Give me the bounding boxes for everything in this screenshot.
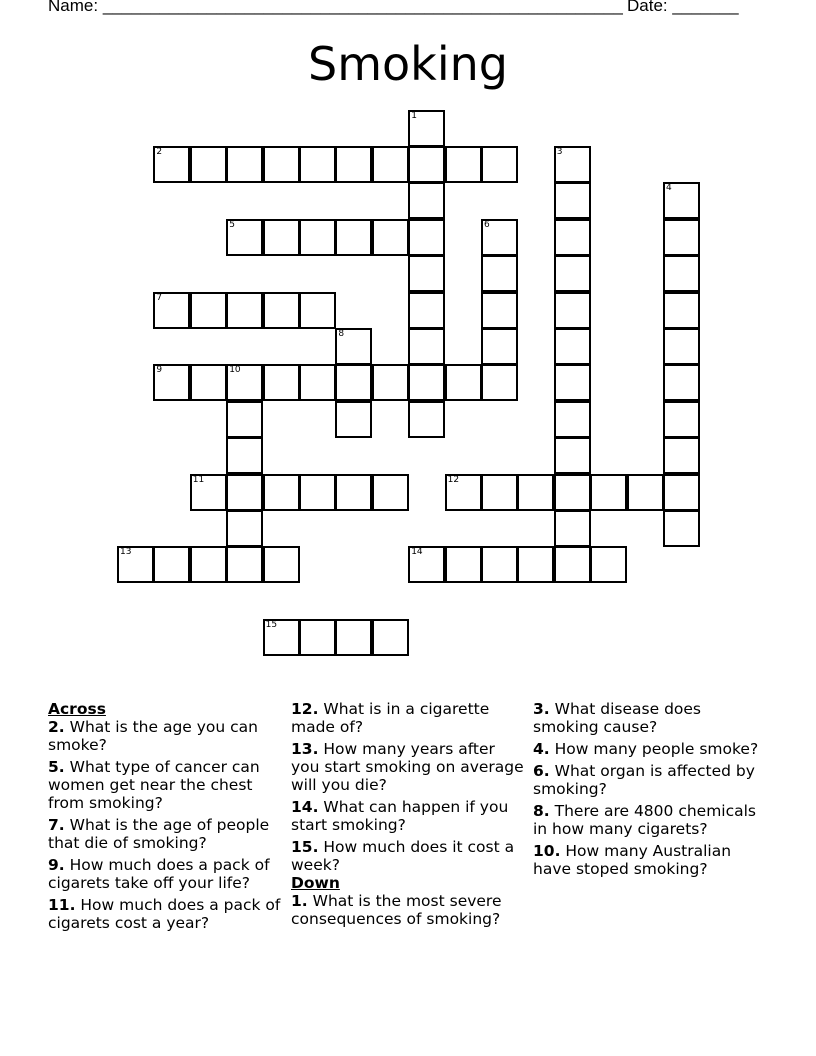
clue-text: How many years after you start smoking on average will you die? xyxy=(291,740,524,794)
clue-number: 9. xyxy=(48,856,65,874)
down-heading: Down xyxy=(291,874,340,892)
grid-cell[interactable] xyxy=(226,146,263,183)
clue-number: 15. xyxy=(291,838,319,856)
grid-cell[interactable] xyxy=(554,546,591,583)
grid-cell[interactable] xyxy=(299,619,336,656)
grid-cell[interactable] xyxy=(226,292,263,329)
grid-cell[interactable] xyxy=(263,546,300,583)
grid-cell[interactable] xyxy=(372,146,409,183)
grid-cell[interactable] xyxy=(263,364,300,401)
clue-text: How many people smoke? xyxy=(554,740,759,758)
grid-cell[interactable] xyxy=(226,474,263,511)
cell-number: 11 xyxy=(192,474,205,485)
clue-column-1 xyxy=(48,700,284,936)
grid-cell[interactable] xyxy=(554,255,591,292)
clue-down-1 xyxy=(291,892,527,928)
grid-cell[interactable] xyxy=(408,364,445,401)
clue-text: What is the most severe consequences of smoking? xyxy=(291,892,502,928)
clue-across-14 xyxy=(291,798,527,834)
grid-cell[interactable] xyxy=(481,546,518,583)
grid-cell[interactable] xyxy=(554,328,591,365)
grid-cell[interactable] xyxy=(299,219,336,256)
grid-cell[interactable] xyxy=(554,510,591,547)
grid-cell[interactable] xyxy=(554,146,591,183)
cell-number: 1 xyxy=(411,110,417,121)
grid-cell[interactable] xyxy=(481,292,518,329)
grid-cell[interactable] xyxy=(226,364,263,401)
grid-cell[interactable] xyxy=(663,255,700,292)
clue-across-11 xyxy=(48,896,284,932)
grid-cell[interactable] xyxy=(663,292,700,329)
grid-cell[interactable] xyxy=(335,401,372,438)
grid-cell[interactable] xyxy=(226,401,263,438)
clue-column-3 xyxy=(533,700,769,882)
clue-number: 5. xyxy=(48,758,65,776)
clue-number: 12. xyxy=(291,700,319,718)
grid-cell[interactable] xyxy=(481,255,518,292)
grid-cell[interactable] xyxy=(299,292,336,329)
cell-number: 5 xyxy=(229,219,235,230)
across-heading: Across xyxy=(48,700,106,718)
clue-across-9 xyxy=(48,856,284,892)
grid-cell[interactable] xyxy=(554,182,591,219)
cell-number: 12 xyxy=(447,474,460,485)
grid-cell[interactable] xyxy=(481,328,518,365)
clue-text: How much does a pack of cigarets cost a year? xyxy=(48,896,281,932)
grid-cell[interactable] xyxy=(335,474,372,511)
grid-cell[interactable] xyxy=(335,619,372,656)
grid-cell[interactable] xyxy=(663,328,700,365)
grid-cell[interactable] xyxy=(335,146,372,183)
grid-cell[interactable] xyxy=(554,219,591,256)
cell-number: 2 xyxy=(156,147,163,157)
grid-cell[interactable] xyxy=(190,292,227,329)
clue-across-13 xyxy=(291,740,527,794)
grid-cell[interactable] xyxy=(263,619,300,656)
grid-cell[interactable] xyxy=(481,364,518,401)
clue-across-12 xyxy=(291,700,527,736)
grid-cell[interactable] xyxy=(190,546,227,583)
clue-across-7 xyxy=(48,816,284,852)
grid-cell[interactable] xyxy=(408,182,445,219)
clue-text: There are 4800 chemicals in how many cigarets? xyxy=(533,802,757,838)
grid-cell[interactable] xyxy=(408,292,445,329)
grid-cell[interactable] xyxy=(153,364,190,401)
grid-cell[interactable] xyxy=(263,474,300,511)
clue-across-5 xyxy=(48,758,284,812)
grid-cell[interactable] xyxy=(153,546,190,583)
grid-cell[interactable] xyxy=(263,146,300,183)
grid-cell[interactable] xyxy=(590,474,627,511)
grid-cell[interactable] xyxy=(445,546,482,583)
grid-cell[interactable] xyxy=(445,364,482,401)
grid-cell[interactable] xyxy=(263,219,300,256)
clue-text: What disease does smoking cause? xyxy=(533,700,702,736)
grid-cell[interactable] xyxy=(663,182,700,219)
grid-cell[interactable] xyxy=(445,474,482,511)
grid-cell[interactable] xyxy=(226,510,263,547)
grid-cell[interactable] xyxy=(663,219,700,256)
cell-number: 7 xyxy=(156,292,163,303)
grid-cell[interactable] xyxy=(554,292,591,329)
cell-number: 8 xyxy=(338,329,345,339)
grid-cell[interactable] xyxy=(627,474,664,511)
grid-cell[interactable] xyxy=(408,219,445,256)
clue-number: 2. xyxy=(48,718,65,736)
clue-text: What organ is affected by smoking? xyxy=(533,762,755,798)
clue-down-4 xyxy=(533,740,769,758)
clue-down-8 xyxy=(533,802,769,838)
grid-cell[interactable] xyxy=(554,401,591,438)
grid-cell[interactable] xyxy=(299,364,336,401)
grid-cell[interactable] xyxy=(481,474,518,511)
grid-cell[interactable] xyxy=(117,546,154,583)
name-line[interactable]: _______________________________________________________ xyxy=(102,0,623,15)
grid-cell[interactable] xyxy=(554,437,591,474)
clue-number: 4. xyxy=(533,740,550,758)
grid-cell[interactable] xyxy=(408,401,445,438)
grid-cell[interactable] xyxy=(190,474,227,511)
clue-text: What type of cancer can women get near the chest from smoking? xyxy=(48,758,260,812)
clue-number: 3. xyxy=(533,700,550,718)
clue-down-10 xyxy=(533,842,769,878)
cell-number: 13 xyxy=(120,547,132,558)
grid-cell[interactable] xyxy=(517,474,554,511)
cell-number: 6 xyxy=(484,219,490,230)
clue-number: 10. xyxy=(533,842,561,860)
grid-cell[interactable] xyxy=(372,364,409,401)
grid-cell[interactable] xyxy=(190,364,227,401)
clue-number: 13. xyxy=(291,740,319,758)
grid-cell[interactable] xyxy=(663,364,700,401)
grid-cell[interactable] xyxy=(335,328,372,365)
clue-number: 7. xyxy=(48,816,65,834)
grid-cell[interactable] xyxy=(263,292,300,329)
cell-number: 14 xyxy=(411,547,423,558)
cell-number: 9 xyxy=(156,365,163,376)
clue-text: What is the age of people that die of smoking? xyxy=(48,816,270,852)
grid-cell[interactable] xyxy=(372,619,409,656)
page-title: Smoking xyxy=(308,37,508,91)
cell-number: 4 xyxy=(666,183,672,194)
clue-text: What can happen if you start smoking? xyxy=(291,798,509,834)
grid-cell[interactable] xyxy=(554,364,591,401)
clue-number: 1. xyxy=(291,892,308,910)
clue-column-2 xyxy=(291,700,527,932)
clue-down-3 xyxy=(533,700,769,736)
clue-number: 8. xyxy=(533,802,550,820)
grid-cell[interactable] xyxy=(299,474,336,511)
clue-number: 11. xyxy=(48,896,76,914)
date-line[interactable]: _______ xyxy=(672,0,739,15)
grid-cell[interactable] xyxy=(335,219,372,256)
clue-number: 6. xyxy=(533,762,550,780)
grid-cell[interactable] xyxy=(299,146,336,183)
grid-cell[interactable] xyxy=(663,474,700,511)
grid-cell[interactable] xyxy=(226,546,263,583)
date-label: Date: xyxy=(627,0,668,15)
grid-cell[interactable] xyxy=(590,546,627,583)
clue-text: How many Australian have stoped smoking? xyxy=(533,842,732,878)
grid-cell[interactable] xyxy=(408,146,445,183)
grid-cell[interactable] xyxy=(663,510,700,547)
clue-text: What is in a cigarette made of? xyxy=(291,700,490,736)
grid-cell[interactable] xyxy=(153,146,190,183)
grid-cell[interactable] xyxy=(372,219,409,256)
grid-cell[interactable] xyxy=(554,474,591,511)
grid-cell[interactable] xyxy=(481,219,518,256)
grid-cell[interactable] xyxy=(226,437,263,474)
grid-cell[interactable] xyxy=(408,328,445,365)
grid-cell[interactable] xyxy=(663,401,700,438)
grid-cell[interactable] xyxy=(226,219,263,256)
clue-text: How much does a pack of cigarets take off your life? xyxy=(48,856,270,892)
grid-cell[interactable] xyxy=(481,146,518,183)
name-label: Name: xyxy=(48,0,99,15)
grid-cell[interactable] xyxy=(445,146,482,183)
clue-across-2 xyxy=(48,718,284,754)
grid-cell[interactable] xyxy=(517,546,554,583)
clue-number: 14. xyxy=(291,798,319,816)
grid-cell[interactable] xyxy=(408,255,445,292)
clue-text: What is the age you can smoke? xyxy=(48,718,259,754)
grid-cell[interactable] xyxy=(335,364,372,401)
clue-across-15 xyxy=(291,838,527,874)
clue-down-6 xyxy=(533,762,769,798)
cell-number: 15 xyxy=(265,620,278,631)
grid-cell[interactable] xyxy=(408,110,445,147)
cell-number: 3 xyxy=(556,147,563,157)
grid-cell[interactable] xyxy=(372,474,409,511)
grid-cell[interactable] xyxy=(408,546,445,583)
cell-number: 10 xyxy=(229,365,241,376)
grid-cell[interactable] xyxy=(663,437,700,474)
grid-cell[interactable] xyxy=(190,146,227,183)
grid-cell[interactable] xyxy=(153,292,190,329)
clue-text: How much does it cost a week? xyxy=(291,838,515,874)
